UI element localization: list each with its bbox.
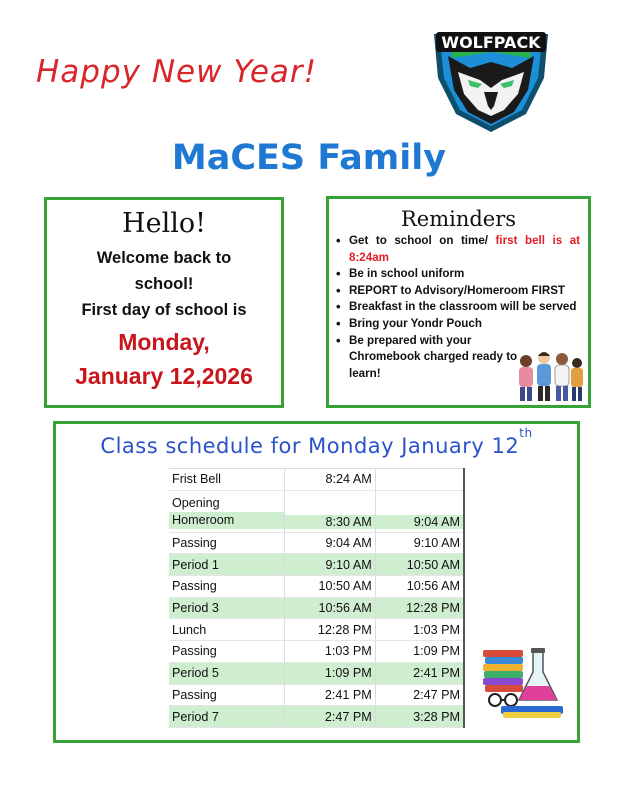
table-row: Opening Homeroom 8:30 AM 9:04 AM (169, 490, 464, 532)
table-row: Passing 1:03 PM 1:09 PM (169, 641, 464, 663)
table-row: Lunch 12:28 PM 1:03 PM (169, 619, 464, 641)
reminder-item: • Bring your Yondr Pouch (335, 316, 580, 333)
students-illustration (512, 347, 584, 403)
table-row: Period 5 1:09 PM 2:41 PM (169, 662, 464, 684)
reminders-panel (326, 196, 591, 408)
greeting-heading: Happy New Year! (36, 54, 318, 90)
page-title: MaCES Family (171, 138, 447, 178)
table-row: Period 3 10:56 AM 12:28 PM (169, 597, 464, 619)
table-row: Frist Bell 8:24 AM (169, 469, 464, 491)
table-row: Period 1 9:10 AM 10:50 AM (169, 554, 464, 576)
hello-panel (44, 197, 284, 408)
hello-line: First day of school is (81, 301, 247, 319)
schedule-title: Class schedule for Monday January 12th (100, 426, 533, 458)
hello-line: Welcome back to (96, 249, 232, 267)
table-row: Passing 2:41 PM 2:47 PM (169, 684, 464, 706)
reminder-item: • Be prepared with your Chromebook charged ready to learn! (335, 333, 580, 383)
reminder-item: • REPORT to Advisory/Homeroom FIRST (335, 283, 580, 300)
reminder-item: • Get to school on time/ first bell is at 8:24am (335, 233, 580, 266)
first-day-weekday: Monday, (118, 329, 210, 355)
reminder-item: • Breakfast in the classroom will be served (335, 299, 580, 316)
schedule-table (169, 468, 465, 728)
hello-line: school! (134, 275, 194, 293)
bell-time-highlight: first bell is at 8:24am (349, 234, 581, 264)
table-row: Period 7 2:47 PM 3:28 PM (169, 706, 464, 728)
logo-text: WOLFPACK (441, 33, 541, 52)
reminders-title: Reminders (400, 207, 517, 231)
hello-title: Hello! (122, 208, 206, 239)
schedule-panel (53, 421, 580, 743)
table-row: Passing 9:04 AM 9:10 AM (169, 532, 464, 554)
first-day-date: January 12,2026 (75, 363, 253, 389)
table-row: Passing 10:50 AM 10:56 AM (169, 576, 464, 598)
wolfpack-logo (426, 28, 556, 134)
reminder-item: • Be in school uniform (335, 266, 580, 283)
books-flask-illustration (481, 646, 569, 722)
